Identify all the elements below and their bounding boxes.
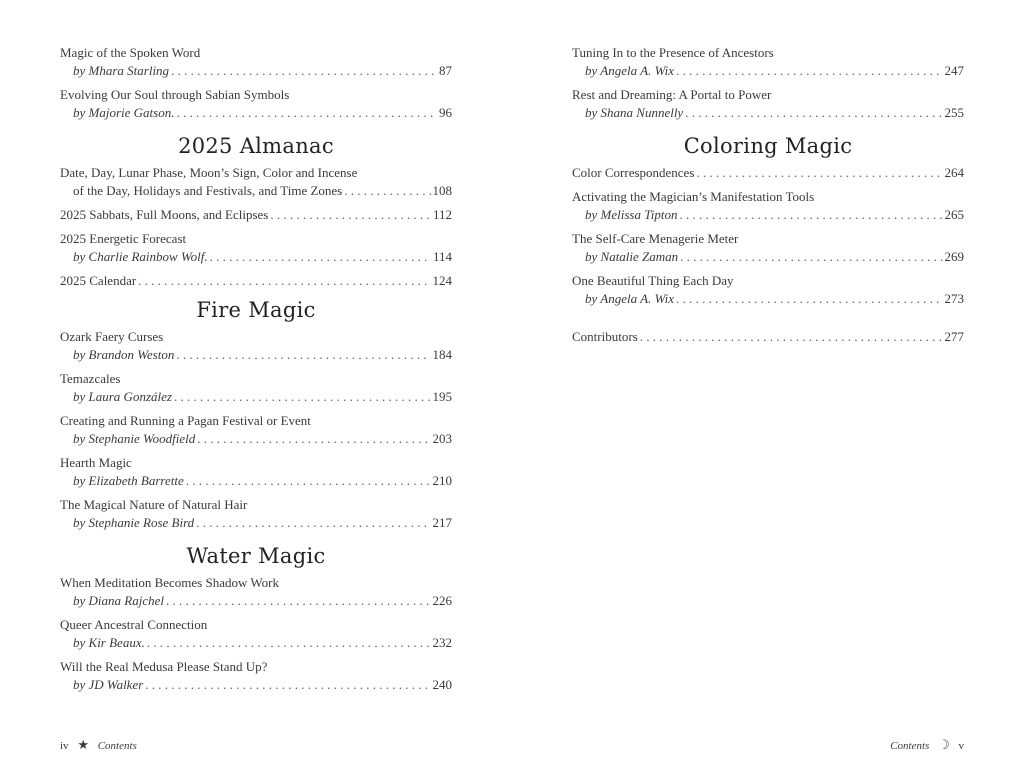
entry-title: Queer Ancestral Connection	[60, 617, 208, 632]
entry-title: Creating and Running a Pagan Festival or Event	[60, 413, 311, 428]
entry-author: by Diana Rajchel	[73, 593, 164, 608]
leader-dots	[679, 206, 942, 224]
entry-title: Date, Day, Lunar Phase, Moon’s Sign, Color and Incense	[60, 165, 358, 180]
toc-entry[interactable]	[572, 86, 964, 122]
leader-dots	[344, 182, 430, 200]
leader-dots	[270, 206, 431, 224]
entry-page: 269	[944, 249, 964, 264]
entry-page: 114	[432, 249, 452, 264]
entry-author: by Angela A. Wix	[585, 291, 675, 306]
entry-title: Contributors	[572, 329, 638, 344]
entry-page: 232	[432, 635, 452, 650]
leader-dots	[176, 104, 437, 122]
spacer	[572, 314, 964, 328]
entry-title: Magic of the Spoken Word	[60, 45, 201, 60]
toc-left-column	[60, 44, 452, 700]
entry-title: Tuning In to the Presence of Ancestors	[572, 45, 774, 60]
toc-entry[interactable]	[572, 230, 964, 266]
entry-author: by Charlie Rainbow Wolf.	[73, 249, 208, 264]
entry-page: 265	[944, 207, 964, 222]
toc-entry[interactable]	[60, 616, 452, 652]
entry-page: 96	[439, 105, 452, 120]
entry-author: by Angela A. Wix	[585, 63, 675, 78]
leader-dots	[166, 592, 431, 610]
toc-entry[interactable]	[60, 206, 452, 224]
leader-dots	[176, 346, 430, 364]
entry-author: by Mhara Starling	[73, 63, 170, 78]
entry-page: 226	[432, 593, 452, 608]
section-heading-fire-magic: Fire Magic	[196, 298, 316, 322]
entry-author: by Majorie Gatson.	[73, 105, 175, 120]
toc-entry[interactable]	[60, 496, 452, 532]
entry-title: Will the Real Medusa Please Stand Up?	[60, 659, 268, 674]
entry-author: by Melissa Tipton	[585, 207, 678, 222]
entry-title-continuation: of the Day, Holidays and Festivals, and Time Zones	[73, 183, 343, 198]
leader-dots	[676, 290, 942, 308]
entry-author: by Kir Beaux.	[73, 635, 145, 650]
entry-author: by JD Walker	[73, 677, 144, 692]
toc-entry[interactable]	[572, 272, 964, 308]
entry-title: When Meditation Becomes Shadow Work	[60, 575, 279, 590]
toc-entry-contributors[interactable]	[572, 328, 964, 346]
right-page	[572, 0, 964, 780]
entry-title: 2025 Sabbats, Full Moons, and Eclipses	[60, 207, 269, 222]
leader-dots	[186, 472, 431, 490]
entry-title: Activating the Magician’s Manifestation Tools	[572, 189, 815, 204]
toc-entry[interactable]	[60, 328, 452, 364]
left-page	[60, 0, 452, 780]
entry-page: 247	[944, 63, 964, 78]
entry-page: 195	[432, 389, 452, 404]
entry-author: by Stephanie Rose Bird	[73, 515, 195, 530]
entry-title: Rest and Dreaming: A Portal to Power	[572, 87, 772, 102]
entry-page: 255	[944, 105, 964, 120]
entry-page: 240	[432, 677, 452, 692]
entry-title: The Magical Nature of Natural Hair	[60, 497, 248, 512]
toc-entry[interactable]	[60, 86, 452, 122]
leader-dots	[685, 104, 942, 122]
leader-dots	[145, 676, 430, 694]
folio: iv	[60, 740, 69, 752]
entry-title: Hearth Magic	[60, 455, 132, 470]
leader-dots	[171, 62, 437, 80]
toc-entry[interactable]	[60, 272, 452, 290]
toc-entry[interactable]	[572, 188, 964, 224]
running-footer-label: Contents	[97, 740, 137, 752]
entry-author: by Laura González	[73, 389, 172, 404]
toc-entry[interactable]	[60, 230, 452, 266]
leader-dots	[138, 272, 430, 290]
toc-entry[interactable]	[60, 370, 452, 406]
entry-title: Evolving Our Soul through Sabian Symbols	[60, 87, 290, 102]
crescent-moon-icon: ☽	[938, 737, 950, 752]
entry-page: 203	[432, 431, 452, 446]
leader-dots	[197, 430, 430, 448]
toc-entry[interactable]	[572, 164, 964, 182]
entry-page: 184	[432, 347, 452, 362]
toc-entry[interactable]	[60, 574, 452, 610]
entry-page: 264	[944, 165, 964, 180]
right-page-footer	[890, 737, 964, 754]
leader-dots	[196, 514, 430, 532]
entry-author: by Elizabeth Barrette	[73, 473, 184, 488]
left-page-footer	[60, 737, 137, 754]
toc-entry[interactable]	[60, 454, 452, 490]
entry-title: One Beautiful Thing Each Day	[572, 273, 734, 288]
entry-title: The Self-Care Menagerie Meter	[572, 231, 739, 246]
folio: v	[958, 740, 964, 752]
entry-title: 2025 Energetic Forecast	[60, 231, 187, 246]
entry-author: by Stephanie Woodfield	[73, 431, 196, 446]
toc-entry[interactable]	[60, 658, 452, 694]
leader-dots	[676, 62, 942, 80]
star-icon: ★	[77, 737, 89, 752]
entry-page: 124	[432, 273, 452, 288]
toc-entry[interactable]	[60, 164, 452, 200]
entry-page: 108	[432, 183, 452, 198]
entry-title: 2025 Calendar	[60, 273, 137, 288]
leader-dots	[680, 248, 942, 266]
entry-author: by Natalie Zaman	[585, 249, 679, 264]
leader-dots	[696, 164, 942, 182]
entry-page: 210	[432, 473, 452, 488]
toc-right-column	[572, 44, 964, 352]
entry-page: 277	[944, 329, 964, 344]
leader-dots	[640, 328, 943, 346]
entry-author: by Brandon Weston	[73, 347, 175, 362]
entry-page: 273	[944, 291, 964, 306]
entry-title: Color Correspondences	[572, 165, 695, 180]
toc-entry[interactable]	[60, 412, 452, 448]
entry-page: 87	[439, 63, 452, 78]
section-heading-almanac: 2025 Almanac	[178, 134, 334, 158]
entry-page: 112	[432, 207, 452, 222]
toc-entry[interactable]	[60, 44, 452, 80]
entry-title: Ozark Faery Curses	[60, 329, 164, 344]
leader-dots	[147, 634, 431, 652]
section-heading-coloring-magic: Coloring Magic	[683, 134, 853, 158]
toc-entry[interactable]	[572, 44, 964, 80]
entry-page: 217	[432, 515, 452, 530]
entry-title: Temazcales	[60, 371, 121, 386]
leader-dots	[210, 248, 431, 266]
running-footer-label: Contents	[890, 740, 930, 752]
section-heading-water-magic: Water Magic	[186, 544, 326, 568]
entry-author: by Shana Nunnelly	[585, 105, 684, 120]
leader-dots	[174, 388, 431, 406]
